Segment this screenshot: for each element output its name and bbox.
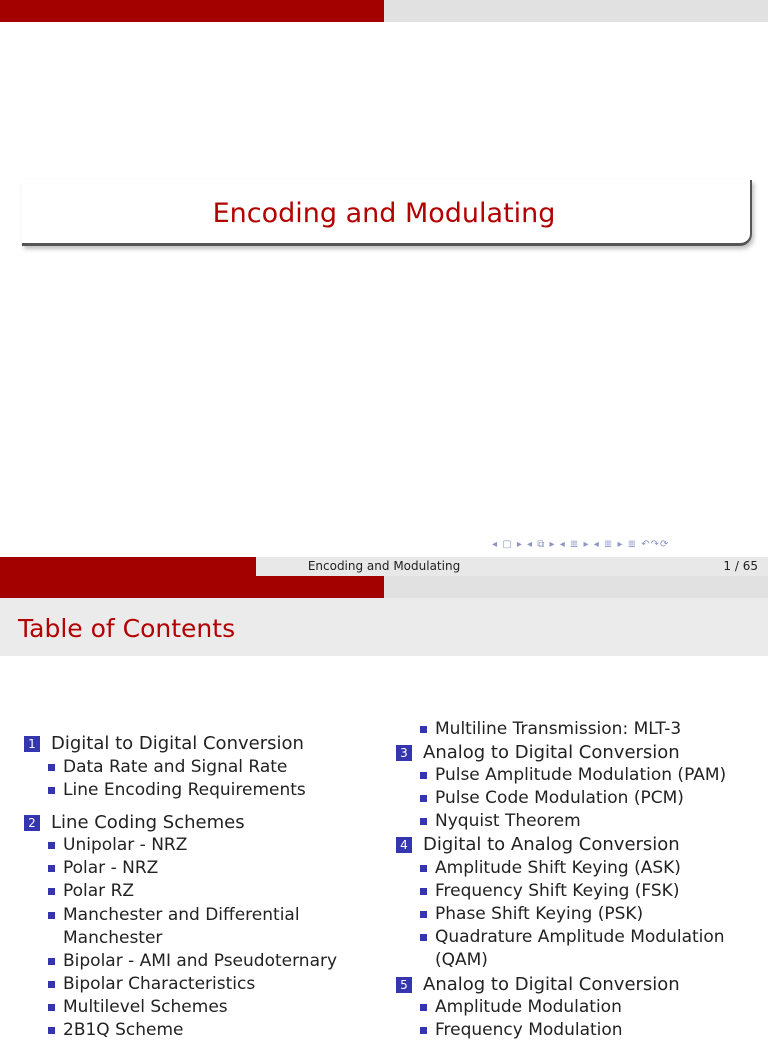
- bullet-square-icon: [420, 911, 427, 918]
- toc-subsection[interactable]: Bipolar Characteristics: [48, 973, 255, 996]
- section-number-badge: 5: [396, 977, 412, 993]
- toc-section-3[interactable]: [396, 741, 680, 764]
- bullet-square-icon: [48, 981, 55, 988]
- toc-section-4[interactable]: [396, 833, 680, 856]
- toc-section-2[interactable]: [24, 811, 245, 834]
- section-number-badge: 1: [24, 736, 40, 752]
- bullet-square-icon: [420, 772, 427, 779]
- toc-title: Table of Contents: [18, 614, 236, 643]
- toc-subsection[interactable]: Bipolar - AMI and Pseudoternary: [48, 950, 337, 973]
- bullet-square-icon: [48, 842, 55, 849]
- section-number-badge: 3: [396, 745, 412, 761]
- header-bar-gray: [384, 0, 768, 22]
- bullet-square-icon: [420, 934, 427, 941]
- toc-subsection-continued[interactable]: Manchester: [63, 928, 163, 948]
- section-number-badge: 2: [24, 815, 40, 831]
- section-title: Analog to Digital Conversion: [423, 974, 680, 995]
- section-number-badge: 4: [396, 837, 412, 853]
- toc-subsection[interactable]: Unipolar - NRZ: [48, 834, 187, 857]
- toc-section-1[interactable]: [24, 732, 304, 755]
- toc-subsection[interactable]: Polar RZ: [48, 880, 134, 903]
- bullet-square-icon: [48, 958, 55, 965]
- toc-subsection[interactable]: Quadrature Amplitude Modulation: [420, 926, 725, 949]
- toc-subsection[interactable]: Amplitude Modulation: [420, 996, 622, 1019]
- bullet-square-icon: [48, 764, 55, 771]
- toc-subsection[interactable]: Frequency Modulation: [420, 1019, 623, 1042]
- toc-subsection[interactable]: Line Encoding Requirements: [48, 779, 306, 802]
- toc-subsection[interactable]: Pulse Code Modulation (PCM): [420, 787, 684, 810]
- footer-page-number: 1 / 65: [512, 557, 768, 576]
- slide2-header-bar-gray: [384, 576, 768, 598]
- toc-subsection[interactable]: Multiline Transmission: MLT-3: [420, 718, 681, 741]
- slide-title: Encoding and Modulating: [212, 198, 556, 229]
- footer-title: Encoding and Modulating: [256, 557, 512, 576]
- header-bar-red: [0, 0, 384, 22]
- beamer-navigation-icons[interactable]: ◂ ▢ ▸ ◂ ⧉ ▸ ◂ ≣ ▸ ◂ ≣ ▸ ≣ ↶↷⟳: [492, 539, 670, 550]
- toc-subsection[interactable]: Pulse Amplitude Modulation (PAM): [420, 764, 726, 787]
- bullet-square-icon: [48, 912, 55, 919]
- bullet-square-icon: [420, 795, 427, 802]
- bullet-square-icon: [420, 888, 427, 895]
- bullet-square-icon: [420, 818, 427, 825]
- section-title: Analog to Digital Conversion: [423, 742, 680, 763]
- bullet-square-icon: [420, 1004, 427, 1011]
- bullet-square-icon: [420, 726, 427, 733]
- toc-subsection[interactable]: Nyquist Theorem: [420, 810, 581, 833]
- bullet-square-icon: [48, 1027, 55, 1034]
- section-title: Digital to Digital Conversion: [51, 733, 304, 754]
- slide2-header-bar-red: [0, 576, 384, 598]
- bullet-square-icon: [48, 787, 55, 794]
- toc-subsection-continued[interactable]: (QAM): [435, 950, 488, 970]
- toc-subsection[interactable]: Polar - NRZ: [48, 857, 158, 880]
- section-title: Line Coding Schemes: [51, 812, 245, 833]
- toc-subsection[interactable]: Multilevel Schemes: [48, 996, 228, 1019]
- toc-subsection[interactable]: Manchester and Differential: [48, 904, 300, 927]
- bullet-square-icon: [48, 865, 55, 872]
- section-title: Digital to Analog Conversion: [423, 834, 680, 855]
- toc-subsection[interactable]: 2B1Q Scheme: [48, 1019, 183, 1042]
- toc-subsection[interactable]: Amplitude Shift Keying (ASK): [420, 857, 681, 880]
- toc-section-5[interactable]: [396, 973, 680, 996]
- bullet-square-icon: [48, 888, 55, 895]
- toc-subsection[interactable]: Phase Shift Keying (PSK): [420, 903, 643, 926]
- toc-subsection[interactable]: Data Rate and Signal Rate: [48, 756, 287, 779]
- toc-subsection[interactable]: Frequency Shift Keying (FSK): [420, 880, 679, 903]
- bullet-square-icon: [420, 865, 427, 872]
- footer-bar-red: [0, 557, 256, 576]
- bullet-square-icon: [420, 1027, 427, 1034]
- bullet-square-icon: [48, 1004, 55, 1011]
